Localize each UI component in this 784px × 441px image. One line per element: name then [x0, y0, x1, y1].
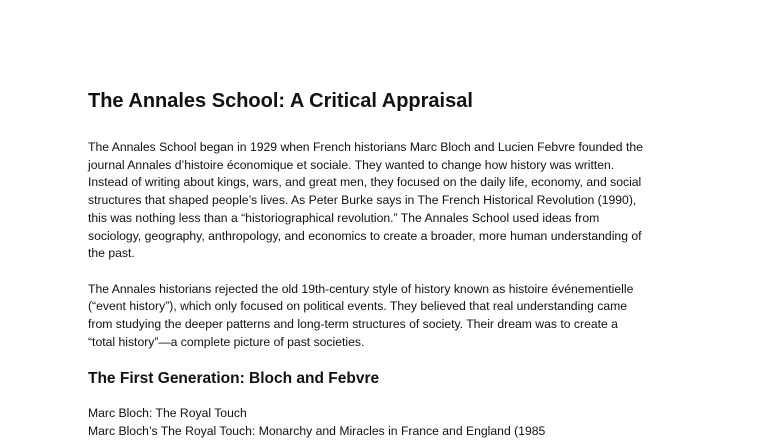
intro-paragraph: The Annales School began in 1929 when French historians Marc Bloch and Lucien Febvre founded the journal Annales d’histoire économique et sociale. They wanted to change how history was written. Instead of writing about kings, wars, and great men, they focused on the daily life, economy, and social structures that shaped people’s lives. As Peter Burke says in The French Historical Revolution (1990), this was nothing less than a “historiographical revolution.” The Annales School used ideas from sociology, geography, anthropology, and economics to create a broader, more human understanding of the past.	[88, 140, 643, 261]
second-paragraph: The Annales historians rejected the old 19th-century style of history known as histoire événementielle (“event history”), which only focused on political events. They believed that real understanding came from studying the deeper patterns and long-term structures of society. Their dream was to create a “total history”—a complete picture of past societies.	[88, 281, 634, 349]
document-title: The Annales School: A Critical Appraisal	[88, 90, 473, 112]
subheading-line: Marc Bloch: The Royal Touch	[88, 406, 247, 421]
document-page	[88, 88, 648, 441]
section-text: Marc Bloch’s The Royal Touch: Monarchy and Miracles in France and England (1985	[88, 423, 546, 438]
section-heading: The First Generation: Bloch and Febvre	[88, 370, 380, 388]
